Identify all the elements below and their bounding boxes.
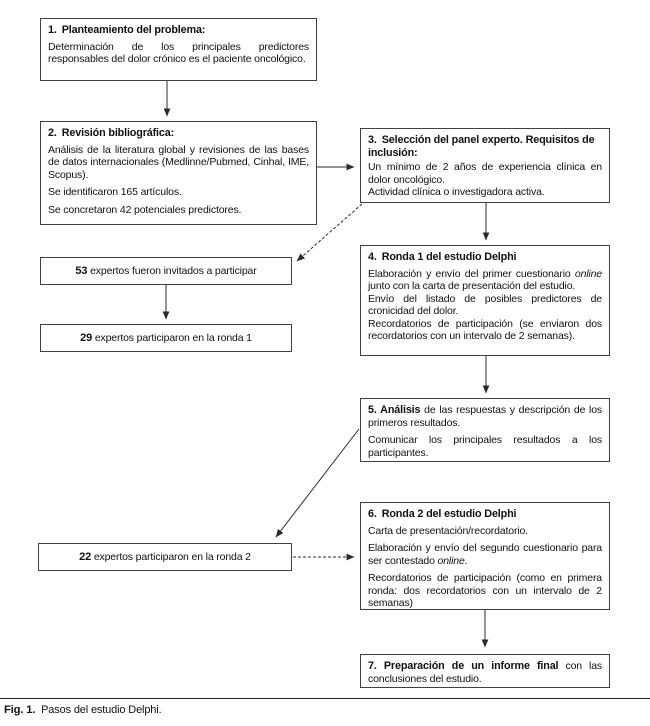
italic-online: online (574, 267, 602, 280)
step6-title: 6. Ronda 2 del estudio Delphi (368, 508, 517, 520)
step6-paragraph: Recordatorios de participación (como en primera ronda: dos recordatorios con un intervalo de 2 semanas) (368, 572, 602, 609)
step4-box (360, 245, 610, 356)
step6-paragraph: Carta de presentación/recordatorio. (368, 524, 528, 537)
step6-box (360, 502, 610, 610)
step3-title: 3. Selección del panel experto. Requisitos de inclusión: (368, 134, 595, 159)
step3-paragraph: Un mínimo de 2 años de experiencia clínica en dolor oncológico. (368, 161, 602, 186)
step4-paragraph: Elaboración y envío del primer cuestionario online junto con la carta de presentación del estudio. (368, 267, 602, 292)
figure-caption-label: Fig. 1. (4, 704, 36, 716)
arrow-step5-to-round2 (276, 429, 359, 537)
step7-paragraph: 7. Preparación de un informe final con las conclusiones del estudio. (368, 660, 602, 685)
step5-box (360, 398, 610, 462)
step4-paragraph: Recordatorios de participación (se enviaron dos recordatorios con un intervalo de 2 semanas). (368, 317, 602, 342)
round2-participants-label: expertos participaron en la ronda 2 (91, 551, 251, 563)
step2-paragraph: Análisis de la literatura global y revisiones de las bases de datos internacionales (Medlinne/Pubmed, Cinhal, IME, Scopus). (48, 143, 309, 181)
step2-box (40, 121, 317, 225)
experts-invited-label: expertos fueron invitados a participar (87, 265, 257, 277)
step2-paragraph: Se identificaron 165 artículos. (48, 186, 182, 198)
step1-title: 1. Planteamiento del problema: (48, 24, 206, 36)
caption-divider (0, 698, 650, 699)
step4-title: 4. Ronda 1 del estudio Delphi (368, 251, 517, 263)
round1-participants-count: 29 (80, 332, 93, 344)
step5-paragraph: Comunicar los principales resultados a los participantes. (368, 434, 602, 459)
step3-box (360, 128, 610, 203)
step2-title: 2. Revisión bibliográfica: (48, 127, 175, 139)
figure-caption (4, 704, 161, 716)
step1-paragraph: Determinación de los principales predictores responsables del dolor crónico es el paciente oncológico. (48, 40, 309, 65)
step2-paragraph: Se concretaron 42 potenciales predictores. (48, 203, 242, 216)
round1-participants-box (40, 324, 292, 352)
experts-invited-box (40, 257, 292, 285)
step3-paragraph: Actividad clínica o investigadora activa. (368, 186, 545, 198)
step6-paragraph: Elaboración y envío del segundo cuestionario para ser contestado online. (368, 542, 602, 567)
step5-paragraph: 5. Análisis de las respuestas y descripción de los primeros resultados. (368, 404, 603, 429)
round1-participants-label: expertos participaron en la ronda 1 (92, 332, 252, 344)
experts-invited-count: 53 (75, 265, 88, 277)
step1-box (40, 18, 317, 81)
figure-caption-text: Pasos del estudio Delphi. (35, 704, 162, 716)
step7-box (360, 654, 610, 688)
step4-paragraph: Envío del listado de posibles predictores de cronicidad del dolor. (368, 292, 602, 317)
round2-participants-box (38, 543, 292, 571)
round2-participants-count: 22 (79, 551, 92, 563)
italic-online: online (437, 554, 465, 567)
